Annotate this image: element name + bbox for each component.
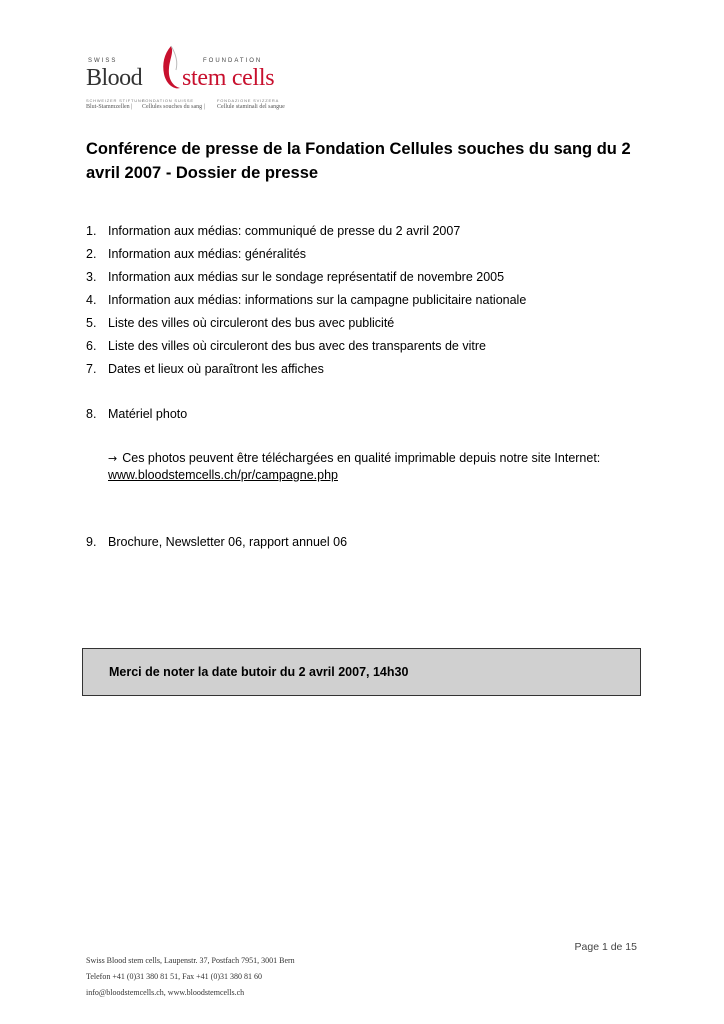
photo-download-note (108, 450, 648, 483)
document-title: Conférence de presse de la Fondation Cellules souches du sang du 2 avril 2007 - Dossier de presse (86, 140, 631, 182)
campaign-link[interactable]: www.bloodstemcells.ch/pr/campagne.php (108, 468, 338, 482)
footer-line-web: info@bloodstemcells.ch, www.bloodstemcells.ch (86, 988, 245, 997)
foundation-logo (86, 44, 301, 116)
logo-stem-cells-text: stem cells (182, 65, 275, 91)
logo-sub-it: Cellule staminali del sangue (217, 104, 285, 110)
logo-sub-it-small: FONDAZIONE SVIZZERA (217, 98, 280, 103)
list-item: 4. Information aux médias: informations sur la campagne publicitaire nationale (86, 293, 527, 307)
list-item: 6. Liste des villes où circuleront des bus avec des transparents de vitre (86, 339, 486, 353)
deadline-text: Merci de noter la date butoir du 2 avril 2007, 14h30 (109, 665, 409, 679)
list-item: 2. Information aux médias: généralités (86, 247, 307, 261)
footer-line-address: Swiss Blood stem cells, Laupenstr. 37, Postfach 7951, 3001 Bern (86, 956, 295, 965)
page-number: Page 1 de 15 (574, 941, 637, 953)
list-item: 5. Liste des villes où circuleront des bus avec publicité (86, 316, 395, 330)
logo-sub-de-small: SCHWEIZER STIFTUNG (86, 98, 146, 103)
footer-address (86, 953, 295, 1001)
logo-sub-fr-small: FONDATION SUISSE (142, 98, 194, 103)
logo-sub-fr: Cellules souches du sang | (142, 104, 205, 110)
logo-sub-de: Blut-Stammzellen | (86, 104, 133, 110)
list-item: 7. Dates et lieux où paraîtront les affiches (86, 362, 324, 376)
arrow-right-icon: → (108, 452, 118, 465)
dossier-list (86, 222, 646, 428)
logo-blood-text: Blood (86, 65, 143, 91)
logo-swiss-text: SWISS (88, 58, 118, 64)
list-item-photo: 8. Matériel photo (86, 407, 188, 421)
logo-foundation-text: FOUNDATION (203, 58, 263, 64)
list-item: 3. Information aux médias sur le sondage représentatif de novembre 2005 (86, 270, 505, 284)
note-text: Ces photos peuvent être téléchargées en qualité imprimable depuis notre site Internet: (122, 451, 601, 465)
blood-drop-icon (158, 44, 184, 94)
footer-line-phone: Telefon +41 (0)31 380 81 51, Fax +41 (0)31 380 81 60 (86, 972, 262, 981)
list-item: 1. Information aux médias: communiqué de presse du 2 avril 2007 (86, 224, 461, 238)
deadline-box (82, 648, 641, 696)
